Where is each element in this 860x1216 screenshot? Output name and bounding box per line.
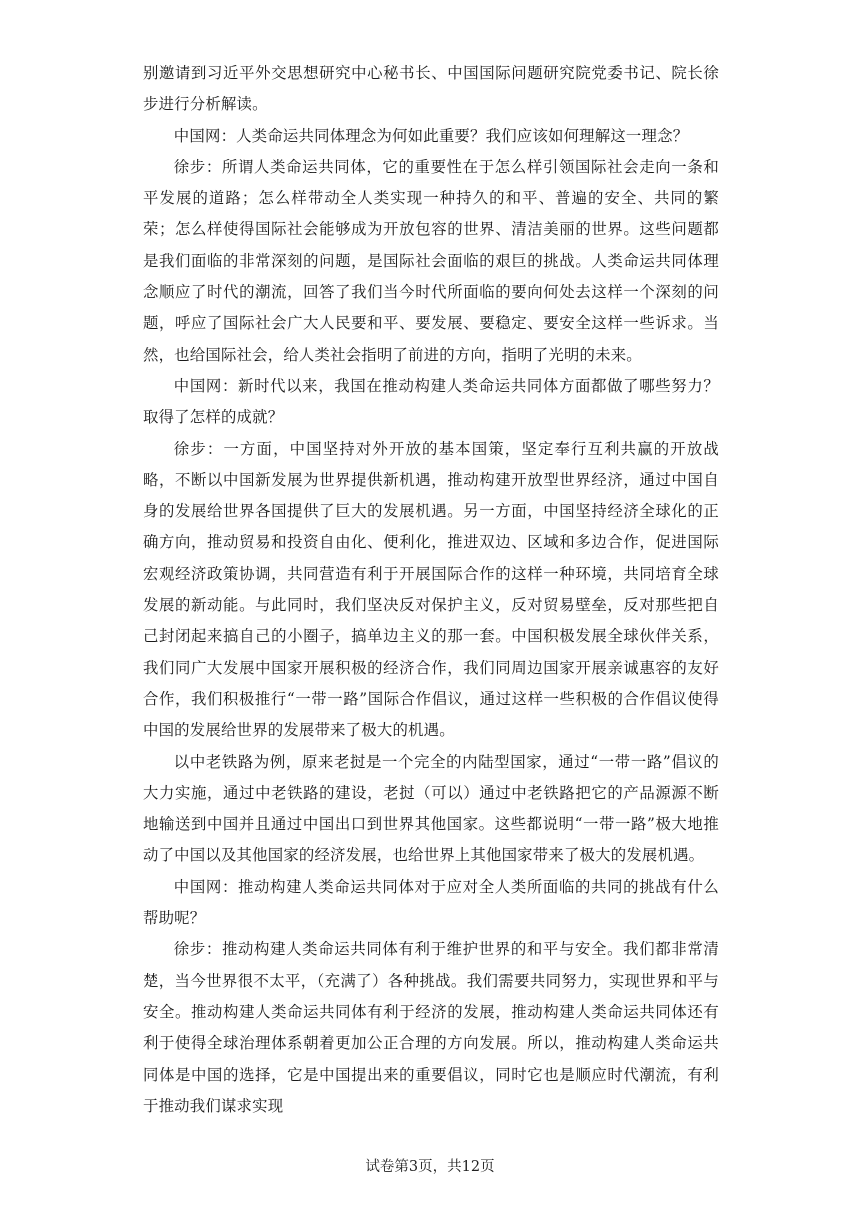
paragraph-question-2: 中国网：新时代以来，我国在推动构建人类命运共同体方面都做了哪些努力？取得了怎样的成就？ [143, 376, 719, 427]
paragraph-question-3: 中国网：推动构建人类命运共同体对于应对全人类所面临的共同的挑战有什么帮助呢？ [143, 877, 719, 928]
paragraph-example: 以中老铁路为例，原来老挝是一个完全的内陆型国家，通过“一带一路”倡议的大力实施，通过中老铁路的建设，老挝（可以）通过中老铁路把它的产品源源不断地输送到中国并且通过中国出口到世界其他国家。这些都说明“一带一路”极大地推动了中国以及其他国家的经济发展，也给世界上其他国家带来了极大的发展机遇。 [143, 752, 719, 865]
paragraph-question-1: 中国网：人类命运共同体理念为何如此重要？我们应该如何理解这一理念？ [173, 126, 689, 145]
paragraph-continuation: 别邀请到习近平外交思想研究中心秘书长、中国国际问题研究院党委书记、院长徐步进行分析解读。 [143, 64, 719, 114]
paragraph-answer-2: 徐步：一方面，中国坚持对外开放的基本国策，坚定奉行互利共赢的开放战略，不断以中国新发展为世界提供新机遇，推动构建开放型世界经济，通过中国自身的发展给世界各国提供了巨大的发展机遇。另一方面，中国坚持经济全球化的正确方向，推动贸易和投资自由化、便利化，推进双边、区域和多边合作，促进国际宏观经济政策协调，共同营造有利于开展国际合作的这样一种环境，共同培育全球发展的新动能。与此同时，我们坚决反对保护主义，反对贸易壁垒，反对那些把自己封闭起来搞自己的小圈子，搞单边主义的那一套。中国积极发展全球伙伴关系，我们同广大发展中国家开展积极的经济合作，我们同周边国家开展亲诚惠容的友好合作，我们积极推行“一带一路”国际合作倡议，通过这样一些积极的合作倡议使得中国的发展给世界的发展带来了极大的机遇。 [143, 439, 719, 740]
page-footer: 试卷第3页，共12页 [365, 1159, 495, 1175]
document-body [143, 58, 719, 1122]
paragraph-answer-3: 徐步：推动构建人类命运共同体有利于维护世界的和平与安全。我们都非常清楚，当今世界很不太平，（充满了）各种挑战。我们需要共同努力，实现世界和平与安全。推动构建人类命运共同体有利于经济的发展，推动构建人类命运共同体还有利于使得全球治理体系朝着更加公正合理的方向发展。所以，推动构建人类命运共同体是中国的选择，它是中国提出来的重要倡议，同时它也是顺应时代潮流，有利于推动我们谋求实现 [143, 940, 719, 1115]
paragraph-answer-1: 徐步：所谓人类命运共同体，它的重要性在于怎么样引领国际社会走向一条和平发展的道路；怎么样带动全人类实现一种持久的和平、普遍的安全、共同的繁荣；怎么样使得国际社会能够成为开放包容的世界、清洁美丽的世界。这些问题都是我们面临的非常深刻的问题，是国际社会面临的艰巨的挑战。人类命运共同体理念顺应了时代的潮流，回答了我们当今时代所面临的要向何处去这样一个深刻的问题，呼应了国际社会广大人民要和平、要发展、要稳定、要安全这样一些诉求。当然，也给国际社会，给人类社会指明了前进的方向，指明了光明的未来。 [143, 157, 719, 364]
